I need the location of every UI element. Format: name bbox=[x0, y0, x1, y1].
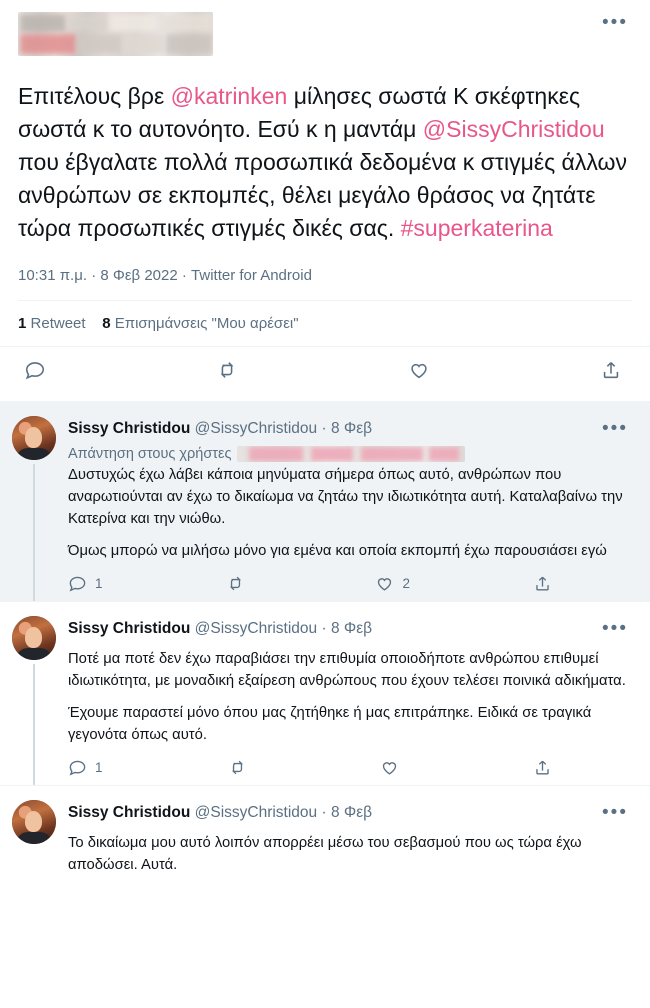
reply-date[interactable]: 8 Φεβ bbox=[330, 804, 373, 821]
reply-display-name[interactable]: Sissy Christidou bbox=[68, 620, 191, 637]
reply-item[interactable] bbox=[0, 601, 650, 785]
reply-item[interactable] bbox=[0, 785, 650, 884]
reply-text bbox=[68, 464, 632, 562]
reply-paragraph: Δυστυχώς έχω λάβει κάποια μηνύματα σήμερα όπως αυτό, ανθρώπων που αναρωτιούνται αν έχω το δικαίωμα να ζητάω την ιδιωτικότητα αυτή. Καταλαβαίνω την Κατερίνα και την νιώθω. bbox=[68, 467, 623, 527]
reply-body bbox=[68, 416, 632, 593]
redacted-replying-handles bbox=[237, 446, 465, 462]
like-count: 8 bbox=[102, 315, 111, 332]
reply-icon[interactable] bbox=[22, 357, 48, 383]
reply-separator: · bbox=[321, 620, 327, 637]
reply-paragraph: Ποτέ μα ποτέ δεν έχω παραβιάσει την επιθυμία οποιοδήποτε ανθρώπου επιθυμεί ιδιωτικότητα, με μοναδική εξαίρεση ανθρώπους που έχουν τελέσει ποινικά αδικήματα. bbox=[68, 651, 626, 689]
main-tweet-header bbox=[18, 10, 632, 68]
reply-body bbox=[68, 616, 632, 777]
retweet-icon[interactable] bbox=[226, 574, 253, 593]
avatar[interactable] bbox=[12, 800, 56, 844]
reply-actions bbox=[68, 574, 578, 593]
reply-body bbox=[68, 800, 632, 876]
reply-icon[interactable] bbox=[68, 758, 103, 777]
reply-item[interactable] bbox=[0, 401, 650, 601]
more-horizontal-icon[interactable]: ••• bbox=[602, 12, 628, 33]
hashtag-superkaterina[interactable]: #superkaterina bbox=[400, 215, 553, 241]
reply-name-line bbox=[68, 620, 372, 638]
like-label[interactable]: Επισημάνσεις "Μου αρέσει" bbox=[114, 315, 299, 332]
share-icon[interactable] bbox=[598, 357, 624, 383]
reply-handle[interactable]: @SissyChristidou bbox=[194, 620, 318, 637]
tweet-text-seg-4: που έβγαλατε πολλά προσωπικά δεδομένα κ στιγμές άλλων ανθρώπων σε εκπομπές, θέλει μεγάλο θράσος να ζητάτε τώρα προσωπικές στιγμές δικές σας. bbox=[18, 149, 627, 241]
main-tweet-actions bbox=[0, 346, 650, 401]
tweet-stats bbox=[18, 301, 632, 346]
reply-paragraph: Έχουμε παραστεί μόνο όπου μας ζητήθηκε ή μας επιτράπηκε. Ειδικά σε τραγικά γεγονότα όπως αυτό. bbox=[68, 705, 592, 743]
reply-handle[interactable]: @SissyChristidou bbox=[194, 804, 318, 821]
reply-paragraph: Όμως μπορώ να μιλήσω μόνο για εμένα και οποία εκπομπή έχω παρουσιάσει εγώ bbox=[68, 543, 607, 559]
reply-name-line bbox=[68, 804, 372, 822]
reply-header bbox=[68, 416, 632, 442]
like-icon[interactable] bbox=[380, 758, 407, 777]
avatar-column bbox=[12, 416, 68, 593]
replying-to-line bbox=[68, 446, 632, 462]
like-icon[interactable] bbox=[375, 574, 410, 593]
reply-actions bbox=[68, 758, 578, 777]
reply-text bbox=[68, 648, 632, 746]
tweet-timestamp: 10:31 π.μ. · 8 Φεβ 2022 · Twitter for Android bbox=[18, 267, 312, 284]
reply-count: 1 bbox=[95, 576, 103, 591]
share-icon[interactable] bbox=[533, 758, 552, 777]
replying-to-label: Απάντηση στους χρήστες bbox=[68, 446, 232, 462]
redacted-author-block bbox=[18, 12, 213, 56]
reply-header bbox=[68, 616, 632, 642]
thread-connector bbox=[33, 664, 35, 785]
like-icon[interactable] bbox=[406, 357, 432, 383]
reply-handle[interactable]: @SissyChristidou bbox=[194, 420, 318, 437]
reply-icon[interactable] bbox=[68, 574, 103, 593]
retweet-count: 1 bbox=[18, 315, 27, 332]
retweet-icon[interactable] bbox=[228, 758, 255, 777]
reply-display-name[interactable]: Sissy Christidou bbox=[68, 420, 191, 437]
more-horizontal-icon[interactable]: ••• bbox=[602, 618, 628, 639]
reply-text bbox=[68, 832, 632, 876]
reply-name-line bbox=[68, 420, 372, 438]
share-icon[interactable] bbox=[533, 574, 552, 593]
reply-separator: · bbox=[321, 804, 327, 821]
tweet-text-seg-0: Επιτέλους βρε bbox=[18, 83, 171, 109]
retweet-icon[interactable] bbox=[214, 357, 240, 383]
avatar[interactable] bbox=[12, 616, 56, 660]
main-tweet bbox=[0, 0, 650, 346]
more-horizontal-icon[interactable]: ••• bbox=[602, 802, 628, 823]
reply-date[interactable]: 8 Φεβ bbox=[330, 620, 373, 637]
mention-katrinken[interactable]: @katrinken bbox=[170, 83, 288, 109]
reply-paragraph: Το δικαίωμα μου αυτό λοιπόν απορρέει μέσω του σεβασμού που ως τώρα έχω αποδώσει. Αυτά. bbox=[68, 835, 582, 873]
main-tweet-text bbox=[18, 80, 632, 245]
reply-header bbox=[68, 800, 632, 826]
thread-connector bbox=[33, 464, 35, 601]
more-horizontal-icon[interactable]: ••• bbox=[602, 418, 628, 439]
reply-count: 1 bbox=[95, 760, 103, 775]
retweet-label[interactable]: Retweet bbox=[30, 315, 86, 332]
reply-display-name[interactable]: Sissy Christidou bbox=[68, 804, 191, 821]
tweet-text-seg-2: μίλησες σωστά Κ σκέφτηκες σωστά κ το αυτονόητο. Εσύ κ η μαντάμ bbox=[18, 83, 581, 142]
reply-separator: · bbox=[321, 420, 327, 437]
like-count: 2 bbox=[402, 576, 410, 591]
avatar-column bbox=[12, 800, 68, 876]
reply-date[interactable]: 8 Φεβ bbox=[330, 420, 373, 437]
avatar[interactable] bbox=[12, 416, 56, 460]
avatar-column bbox=[12, 616, 68, 777]
mention-sissychristidou[interactable]: @SissyChristidou bbox=[422, 116, 605, 142]
